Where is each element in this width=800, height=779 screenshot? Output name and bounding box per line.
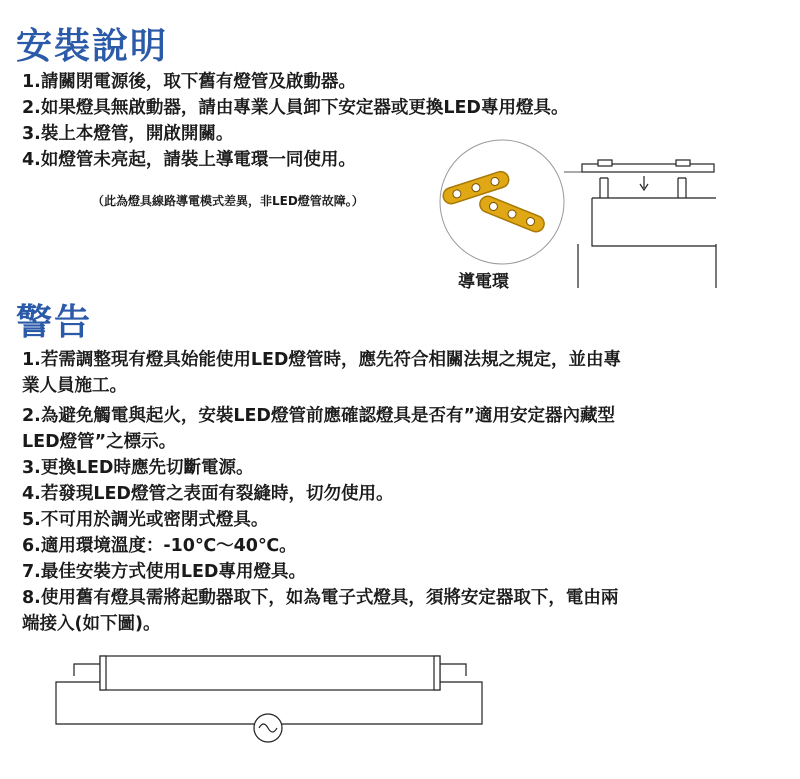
warning-line-2: 業人員施工。 bbox=[22, 376, 127, 396]
tube-end-left bbox=[100, 656, 106, 690]
install-note: （此為燈具線路導電模式差異，非LED燈管故障。） bbox=[92, 194, 364, 208]
led-tube bbox=[100, 656, 440, 690]
install-step-2: 2.如果燈具無啟動器，請由專業人員卸下安定器或更換LED專用燈具。 bbox=[22, 98, 569, 118]
warning-line-1: 1.若需調整現有燈具始能使用LED燈管時，應先符合相關法規之規定，並由專 bbox=[22, 350, 621, 370]
install-step-4: 4.如燈管未亮起，請裝上導電環一同使用。 bbox=[22, 150, 356, 170]
tube-end-right bbox=[434, 656, 440, 690]
wiring-diagram bbox=[50, 648, 510, 748]
conductive-ring-illustration bbox=[430, 140, 580, 270]
install-step-1: 1.請關閉電源後，取下舊有燈管及啟動器。 bbox=[22, 72, 356, 92]
install-title: 安裝說明 bbox=[16, 26, 169, 67]
warning-line-6: 4.若發現LED燈管之表面有裂縫時，切勿使用。 bbox=[22, 484, 394, 504]
warning-line-5: 3.更換LED時應先切斷電源。 bbox=[22, 458, 254, 478]
warning-line-4: LED燈管”之標示。 bbox=[22, 432, 177, 452]
install-step-3: 3.裝上本燈管，開啟開關。 bbox=[22, 124, 234, 144]
warning-line-8: 6.適用環境溫度：-10℃～40℃。 bbox=[22, 536, 297, 556]
warning-line-3: 2.為避免觸電與起火，安裝LED燈管前應確認燈具是否有”適用安定器內藏型 bbox=[22, 406, 615, 426]
warning-line-7: 5.不可用於調光或密閉式燈具。 bbox=[22, 510, 269, 530]
warning-line-10: 8.使用舊有燈具需將起動器取下，如為電子式燈具，須將安定器取下，電由兩 bbox=[22, 588, 619, 608]
warning-line-11: 端接入(如下圖)。 bbox=[22, 614, 161, 634]
conductive-ring-caption: 導電環 bbox=[458, 272, 509, 292]
warning-line-9: 7.最佳安裝方式使用LED專用燈具。 bbox=[22, 562, 306, 582]
lamp-holder-diagram bbox=[578, 158, 723, 288]
warning-title: 警告 bbox=[16, 302, 93, 343]
